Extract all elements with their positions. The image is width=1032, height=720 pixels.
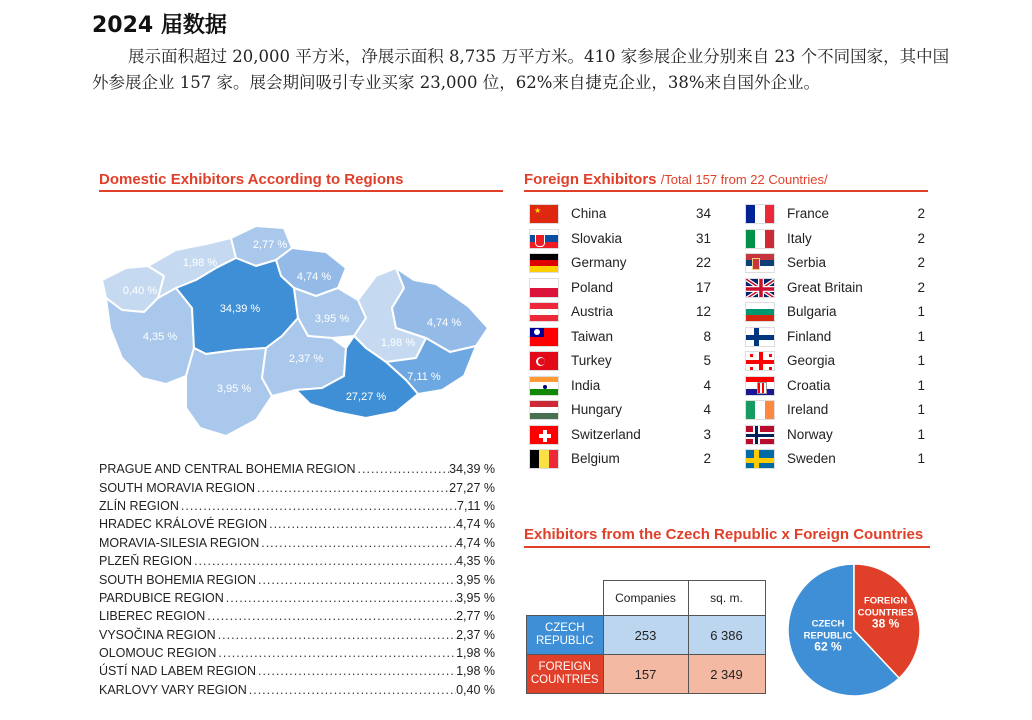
- country-name: Sweden: [787, 451, 836, 466]
- country-row: [745, 301, 935, 323]
- great-britain-flag-icon: [745, 278, 775, 298]
- country-row: [745, 350, 935, 372]
- foreign-section-title: [524, 171, 828, 188]
- region-row: PRAGUE AND CENTRAL BOHEMIA REGION ..... 34,39 %: [99, 460, 495, 478]
- foreign-subtitle: /Total 157 from 22 Countries/: [660, 172, 828, 187]
- column-header: Companies: [603, 581, 688, 616]
- region-row: OLOMOUC REGION ..... 1,98 %: [99, 644, 495, 662]
- country-name: Belgium: [571, 451, 620, 466]
- cell-foreign-companies: 157: [603, 655, 688, 694]
- map-label: 4,74 %: [296, 271, 332, 283]
- india-flag-icon: [529, 376, 559, 396]
- country-count: 1: [917, 304, 925, 319]
- turkey-flag-icon: [529, 351, 559, 371]
- china-flag-icon: ★: [529, 204, 559, 224]
- country-count: 1: [917, 328, 925, 344]
- poland-flag-icon: [529, 278, 559, 298]
- austria-flag-icon: [529, 302, 559, 322]
- country-count: 1: [917, 451, 925, 466]
- table-corner: [527, 581, 604, 616]
- country-name: Germany: [571, 255, 627, 270]
- country-row: [529, 203, 719, 225]
- country-name: Croatia: [787, 377, 831, 393]
- country-count: 31: [695, 230, 711, 246]
- map-label: 7,11 %: [407, 371, 441, 383]
- ireland-flag-icon: [745, 400, 775, 420]
- comparison-section-title: Exhibitors from the Czech Republic x Foreign Countries: [524, 526, 924, 543]
- comparison-section-rule: [524, 546, 930, 548]
- region-row: SOUTH BOHEMIA REGION ..... 3,95 %: [99, 570, 495, 588]
- region-row: MORAVIA-SILESIA REGION ..... 4,74 %: [99, 534, 495, 552]
- country-row: [745, 252, 935, 274]
- intro-paragraph: 展示面积超过 20,000 平方米，净展示面积 8,735 万平方米。410 家参展企业分别来自 23 个不同国家，其中国外参展企业 157 家。展会期间吸引专业买家 23,000 位，62%来自捷克企业，38%来自国外企业。: [92, 47, 950, 92]
- country-name: Slovakia: [571, 230, 623, 246]
- region-row: KARLOVY VARY REGION ..... 0,40 %: [99, 681, 495, 699]
- pie-label: FOREIGN: [863, 595, 908, 607]
- bulgaria-flag-icon: [745, 302, 775, 322]
- country-row: [529, 277, 719, 299]
- country-name: Great Britain: [787, 279, 863, 295]
- taiwan-flag-icon: [529, 327, 559, 347]
- region-row: HRADEC KRÁLOVÉ REGION ..... 4,74 %: [99, 515, 495, 533]
- country-name: Bulgaria: [787, 304, 837, 319]
- country-row: [745, 424, 935, 446]
- cell-foreign-sqm: 2 349: [688, 655, 765, 694]
- pie-label: CZECH: [811, 618, 845, 630]
- map-label: 2,77 %: [252, 239, 288, 251]
- country-count: 1: [917, 402, 925, 417]
- region-row: VYSOČINA REGION ..... 2,37 %: [99, 626, 495, 644]
- country-count: 17: [695, 279, 711, 295]
- italy-flag-icon: [745, 229, 775, 249]
- france-flag-icon: [745, 204, 775, 224]
- country-row: [745, 448, 935, 470]
- country-name: Switzerland: [571, 426, 641, 442]
- croatia-flag-icon: [745, 376, 775, 396]
- foreign-list-left: [529, 203, 719, 473]
- country-count: 4: [703, 402, 711, 417]
- country-name: Georgia: [787, 353, 836, 368]
- foreign-section-rule: [524, 190, 928, 192]
- map-label: 0,40 %: [122, 285, 158, 297]
- pie-label: 38 %: [871, 616, 900, 631]
- map-label: 34,39 %: [219, 303, 261, 315]
- country-count: 1: [917, 377, 925, 393]
- country-row: [745, 326, 935, 348]
- country-name: Norway: [787, 426, 833, 442]
- country-count: 4: [703, 377, 711, 393]
- country-name: India: [571, 377, 601, 393]
- map-label: 2,37 %: [288, 353, 324, 365]
- country-name: Turkey: [571, 353, 612, 368]
- country-name: Ireland: [787, 402, 829, 417]
- czech-vs-foreign-pie: [784, 560, 924, 700]
- cell-czech-sqm: 6 386: [688, 616, 765, 655]
- map-label: 27,27 %: [345, 391, 387, 403]
- country-row: [529, 326, 719, 348]
- country-name: Finland: [787, 328, 832, 344]
- country-row: [745, 399, 935, 421]
- finland-flag-icon: [745, 327, 775, 347]
- country-count: 1: [917, 426, 925, 442]
- country-count: 3: [703, 426, 711, 442]
- cell-czech-companies: 253: [603, 616, 688, 655]
- region-row: ÚSTÍ NAD LABEM REGION ..... 1,98 %: [99, 662, 495, 680]
- map-label: 4,74 %: [426, 317, 462, 329]
- country-row: [529, 228, 719, 250]
- country-name: Taiwan: [571, 328, 614, 344]
- map-label: 3,95 %: [314, 313, 350, 325]
- country-count: 2: [917, 206, 925, 221]
- pie-label: REPUBLIC: [803, 630, 853, 642]
- belgium-flag-icon: [529, 449, 559, 469]
- country-count: 2: [917, 230, 925, 246]
- country-count: 5: [703, 353, 711, 368]
- country-row: [529, 252, 719, 274]
- country-count: 2: [917, 255, 925, 270]
- column-header: sq. m.: [688, 581, 765, 616]
- germany-flag-icon: [529, 253, 559, 273]
- country-count: 22: [695, 255, 711, 270]
- foreign-list-right: [745, 203, 935, 473]
- region-row: PLZEŇ REGION ..... 4,35 %: [99, 552, 495, 570]
- country-row: [529, 350, 719, 372]
- country-name: Hungary: [571, 402, 623, 417]
- country-count: 34: [695, 206, 711, 221]
- row-label-czech: CZECH REPUBLIC: [527, 616, 604, 655]
- region-list: [99, 460, 495, 699]
- country-name: Serbia: [787, 255, 827, 270]
- country-row: [529, 424, 719, 446]
- hungary-flag-icon: [529, 400, 559, 420]
- pie-label: 62 %: [814, 639, 842, 654]
- region-row: ZLÍN REGION ..... 7,11 %: [99, 497, 495, 515]
- country-count: 12: [695, 304, 711, 319]
- country-row: [529, 301, 719, 323]
- region-row: PARDUBICE REGION ..... 3,95 %: [99, 589, 495, 607]
- country-row: [745, 228, 935, 250]
- foreign-title-text: Foreign Exhibitors: [524, 171, 657, 188]
- country-row: [745, 277, 935, 299]
- country-name: France: [787, 206, 830, 221]
- domestic-section-rule: [99, 190, 503, 192]
- map-label: 1,98 %: [380, 337, 416, 349]
- page-title: 2024 届数据: [92, 13, 227, 38]
- czech-regions-map: [96, 208, 496, 448]
- country-row: [745, 375, 935, 397]
- switzerland-flag-icon: [529, 425, 559, 445]
- comparison-table: [526, 580, 766, 694]
- slovakia-flag-icon: [529, 229, 559, 249]
- norway-flag-icon: [745, 425, 775, 445]
- serbia-flag-icon: [745, 253, 775, 273]
- georgia-flag-icon: [745, 351, 775, 371]
- domestic-section-title: Domestic Exhibitors According to Regions: [99, 171, 404, 188]
- country-name: Poland: [571, 279, 614, 295]
- country-row: [529, 448, 719, 470]
- country-count: 2: [917, 279, 925, 295]
- region-row: SOUTH MORAVIA REGION ..... 27,27 %: [99, 478, 495, 496]
- row-label-foreign: FOREIGN COUNTRIES: [527, 655, 604, 694]
- country-name: Italy: [787, 230, 812, 246]
- country-count: 8: [703, 328, 711, 344]
- pie-label: COUNTRIES: [857, 607, 914, 619]
- country-count: 1: [917, 353, 925, 368]
- country-count: 2: [703, 451, 711, 466]
- country-row: [529, 399, 719, 421]
- map-label: 3,95 %: [216, 383, 252, 395]
- country-row: [745, 203, 935, 225]
- country-name: China: [571, 206, 607, 221]
- country-name: Austria: [571, 304, 614, 319]
- map-label: 4,35 %: [142, 331, 178, 343]
- region-row: LIBEREC REGION ..... 2,77 %: [99, 607, 495, 625]
- country-row: [529, 375, 719, 397]
- map-label: 1,98 %: [182, 257, 218, 269]
- sweden-flag-icon: [745, 449, 775, 469]
